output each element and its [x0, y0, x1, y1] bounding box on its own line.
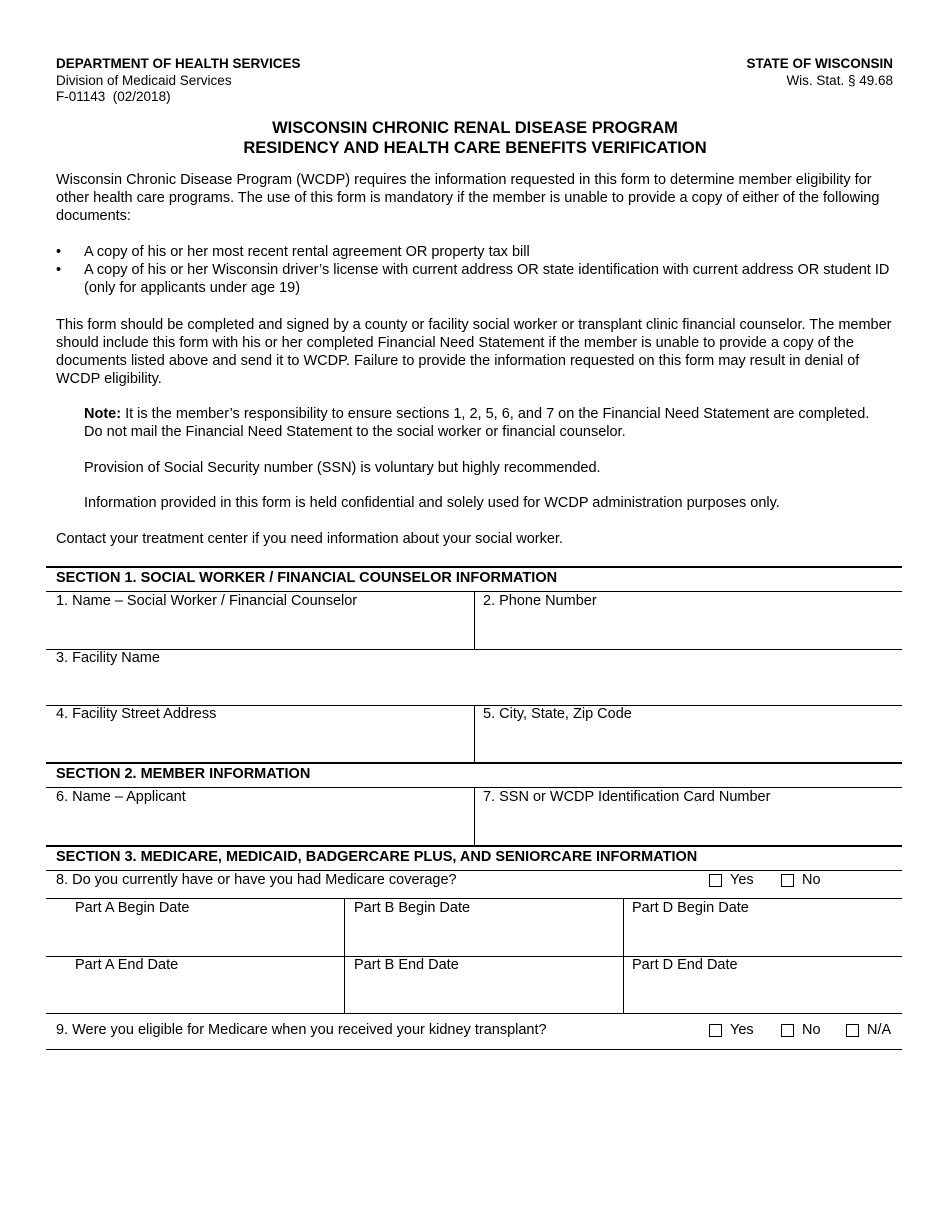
applicant-name-label: 6. Name – Applicant — [56, 789, 186, 805]
q9-yes-checkbox[interactable] — [709, 1024, 722, 1037]
document-bullet-list — [56, 243, 901, 297]
q8-yes-checkbox[interactable] — [709, 874, 722, 887]
form-title — [0, 118, 950, 158]
section-3-bottom-rule — [46, 1049, 902, 1050]
q9-na-checkbox[interactable] — [846, 1024, 859, 1037]
q9-na-option[interactable] — [846, 1022, 891, 1038]
section-2-top-rule — [46, 762, 902, 764]
part-b-end-date-label: Part B End Date — [354, 957, 459, 973]
intro-paragraph-2: This form should be completed and signed by a county or facility social worker or transplant clinic financial counselor. The member should include this form with his or her completed Financial Need Statement if the member is unable to provide a copy of the documents listed above and send it to WCDP. Failure to provide the information requested on this form may result in denial of WCDP eligibility. — [56, 317, 892, 387]
header-left — [56, 56, 301, 106]
ssn-wcdp-id-label: 7. SSN or WCDP Identification Card Number — [483, 789, 771, 805]
part-d-end-date-label: Part D End Date — [632, 957, 738, 973]
q9-no-checkbox[interactable] — [781, 1024, 794, 1037]
note-text: It is the member’s responsibility to ensure sections 1, 2, 5, 6, and 7 on the Financial Need Statement are completed. Do not mail the Financial Need Statement to the social worker or financial counselor. — [84, 406, 870, 440]
q8-yes-option[interactable] — [709, 872, 754, 888]
part-a-end-date-label: Part A End Date — [75, 957, 179, 973]
phone-number-label: 2. Phone Number — [483, 593, 597, 609]
division-name: Division of Medicaid Services — [56, 72, 232, 88]
section-3-top-rule — [46, 845, 902, 847]
section-3-title-rule — [46, 870, 902, 871]
q8-no-checkbox[interactable] — [781, 874, 794, 887]
note-label: Note: — [84, 406, 122, 422]
state-name: STATE OF WISCONSIN — [746, 56, 893, 71]
facility-name-label: 3. Facility Name — [56, 650, 160, 666]
header-right — [747, 56, 894, 89]
facility-name-field[interactable] — [46, 650, 902, 705]
q9-yes-option[interactable] — [709, 1022, 754, 1038]
section-3-title: SECTION 3. MEDICARE, MEDICAID, BADGERCARE PLUS, AND SENIORCARE INFORMATION — [56, 849, 698, 865]
part-d-begin-date-label: Part D Begin Date — [632, 900, 749, 916]
section-1-title: SECTION 1. SOCIAL WORKER / FINANCIAL COUNSELOR INFORMATION — [56, 570, 558, 586]
q8-no-label: No — [802, 872, 821, 888]
q8-no-option[interactable] — [781, 872, 821, 888]
facility-street-address-label: 4. Facility Street Address — [56, 706, 217, 722]
q9-yes-label: Yes — [730, 1022, 754, 1038]
q8-yes-label: Yes — [730, 872, 754, 888]
note-paragraph — [84, 405, 884, 441]
q9-na-label: N/A — [867, 1022, 892, 1038]
row-rule — [46, 1013, 902, 1014]
bullet-item: • A copy of his or her most recent rental agreement OR property tax bill — [56, 243, 901, 261]
q9-no-label: No — [802, 1022, 821, 1038]
city-state-zip-label: 5. City, State, Zip Code — [483, 706, 632, 722]
transplant-eligibility-question: 9. Were you eligible for Medicare when you received your kidney transplant? — [56, 1022, 547, 1038]
title-line-2: RESIDENCY AND HEALTH CARE BENEFITS VERIFICATION — [243, 139, 707, 157]
part-a-begin-date-label: Part A Begin Date — [75, 900, 190, 916]
department-name: DEPARTMENT OF HEALTH SERVICES — [56, 56, 301, 71]
ssn-note: Provision of Social Security number (SSN) is voluntary but highly recommended. — [84, 460, 601, 476]
statute-reference: Wis. Stat. § 49.68 — [786, 72, 893, 88]
form-number: F-01143 (02/2018) — [56, 89, 171, 104]
title-line-1: WISCONSIN CHRONIC RENAL DISEASE PROGRAM — [272, 119, 678, 137]
part-b-begin-date-label: Part B Begin Date — [354, 900, 471, 916]
contact-note: Contact your treatment center if you need information about your social worker. — [56, 531, 563, 547]
section-1-top-rule — [46, 566, 902, 568]
section-2-title: SECTION 2. MEMBER INFORMATION — [56, 766, 311, 782]
social-worker-name-label: 1. Name – Social Worker / Financial Counselor — [56, 593, 358, 609]
confidential-note: Information provided in this form is held confidential and solely used for WCDP administration purposes only. — [84, 495, 780, 511]
bullet-item: • A copy of his or her Wisconsin driver’s license with current address OR state identification with current address OR student ID (only for applicants under age 19) — [56, 261, 901, 297]
intro-paragraph-1: Wisconsin Chronic Disease Program (WCDP) requires the information requested in this form to determine member eligibility for other health care programs. The use of this form is mandatory if the member is unable to provide a copy of either of the following documents: — [56, 172, 880, 224]
medicare-coverage-question: 8. Do you currently have or have you had Medicare coverage? — [56, 872, 457, 888]
q9-no-option[interactable] — [781, 1022, 821, 1038]
